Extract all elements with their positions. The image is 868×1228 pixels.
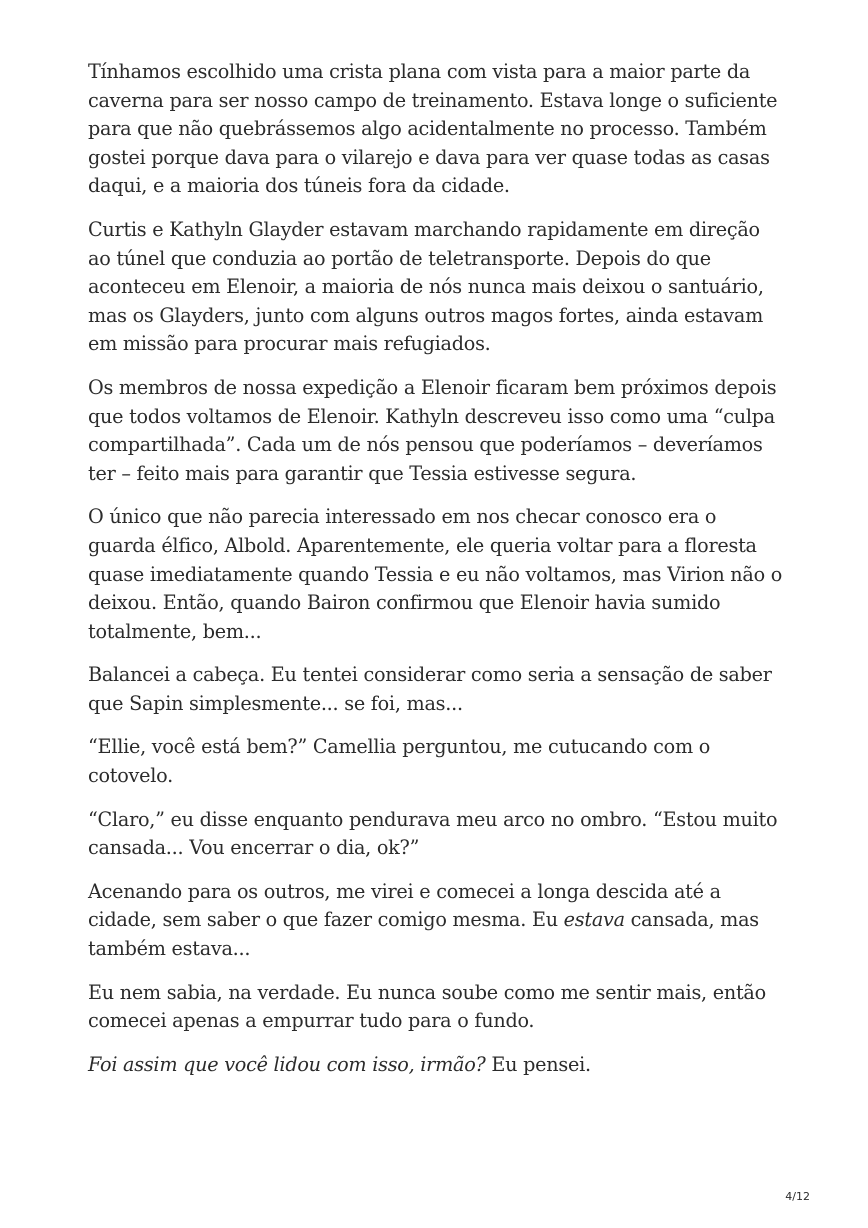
paragraph: “Claro,” eu disse enquanto pendurava meu arco no ombro. “Estou muito cansada... Vou encerrar o dia, ok?”: [88, 807, 778, 860]
paragraph: Balancei a cabeça. Eu tentei considerar como seria a sensação de saber que Sapin simplesmente... se foi, mas...: [88, 663, 772, 715]
paragraph: Eu nem sabia, na verdade. Eu nunca soube como me sentir mais, então comecei apenas a empurrar tudo para o fundo.: [88, 980, 766, 1033]
emphasis-text: Foi assim que você lidou com isso, irmão?: [88, 1052, 486, 1076]
paragraph: O único que não parecia interessado em nos checar conosco era o guarda élfico, Albold. Aparentemente, ele queria voltar para a floresta quase imediatamente quando Tessia e eu não voltamos, mas Virion não o deixou. Então, quando Bairon confirmou que Elenoir havia sumido totalmente, bem...: [88, 505, 783, 643]
emphasis-text: estava: [563, 908, 625, 932]
paragraph: “Ellie, você está bem?” Camellia perguntou, me cutucando com o cotovelo.: [88, 735, 711, 788]
document-body: [88, 58, 788, 1079]
paragraph: Tínhamos escolhido uma crista plana com vista para a maior parte da caverna para ser nosso campo de treinamento. Estava longe o suficiente para que não quebrássemos algo acidentalmente no processo. Também gostei porque dava para o vilarejo e dava para ver quase todas as casas daqui, e a maioria dos túneis fora da cidade.: [88, 60, 778, 198]
paragraph: Acenando para os outros, me virei e comecei a longa descida até a cidade, sem saber o que fazer comigo mesma. Eu estava cansada, mas também estava...: [88, 879, 759, 961]
paragraph: Foi assim que você lidou com isso, irmão? Eu pensei.: [88, 1052, 591, 1076]
paragraph: Os membros de nossa expedição a Elenoir ficaram bem próximos depois que todos voltamos de Elenoir. Kathyln descreveu isso como uma “culpa compartilhada”. Cada um de nós pensou que poderíamos – deveríamos ter – feito mais para garantir que Tessia estivesse segura.: [88, 375, 777, 485]
page-number: 4/12: [785, 1190, 810, 1203]
paragraph: Curtis e Kathyln Glayder estavam marchando rapidamente em direção ao túnel que conduzia ao portão de teletransporte. Depois do que aconteceu em Elenoir, a maioria de nós nunca mais deixou o santuário, mas os Glayders, junto com alguns outros magos fortes, ainda estavam em missão para procurar mais refugiados.: [88, 217, 764, 356]
